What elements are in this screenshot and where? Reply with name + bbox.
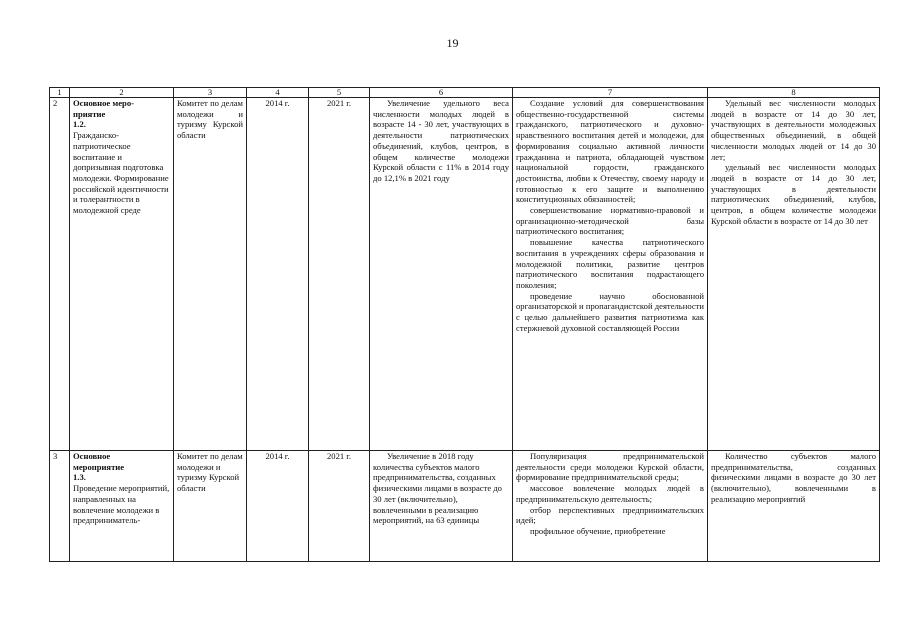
measure-cell	[70, 98, 174, 451]
measure-title-line: 1.2.	[73, 119, 86, 130]
column-number: 5	[309, 88, 370, 98]
executor-cell: Комитет по делам молодежи и туризму Курской области	[174, 98, 247, 451]
column-number: 3	[174, 88, 247, 98]
measure-title-line: 1.3.	[73, 472, 86, 483]
program-measures-table	[49, 87, 880, 562]
column-number-row	[50, 88, 880, 98]
column-number: 4	[247, 88, 309, 98]
measure-title-line: Основное	[73, 451, 111, 461]
directions-cell	[513, 451, 708, 562]
measure-title-line: приятие	[73, 108, 106, 119]
direction-paragraph: отбор перспективных предпринимательских идей;	[516, 504, 704, 526]
indicator-paragraph: Удельный вес численности молодых людей в возрасте от 14 до 30 лет, участвующих в деятельности молодежных общественных объединений, в общей численности молодых людей от 14 до 30 лет;	[711, 98, 876, 162]
column-number: 6	[370, 88, 513, 98]
row-number: 3	[50, 451, 70, 562]
direction-paragraph: массовое вовлечение молодых людей в предпринимательскую деятельность;	[516, 483, 704, 504]
column-number: 1	[50, 88, 70, 98]
direction-paragraph: проведение научно обоснованной организаторской и пропагандистской деятельности с целью дальнейшего развития патриотизма как стержневой духовной составляющей России	[516, 290, 704, 333]
indicator-paragraph: удельный вес численности молодых людей в возрасте от 14 до 30 лет, участвующих в деятельности патриотических объединений, клубов, центров, в общем количестве молодежи Курской области в возрасте от 14 до 30 лет	[711, 162, 876, 226]
column-number: 7	[513, 88, 708, 98]
row-number: 2	[50, 98, 70, 451]
measure-description: Гражданско-патриотическое воспитание и допризывная подготовка молодежи. Формирование российской идентичности и толерантности в молодежной среде	[73, 130, 169, 216]
table-row	[50, 98, 880, 451]
indicator-paragraph: Количество субъектов малого предпринимательства, созданных физическими лицами в возрасте до 30 лет (включительно), вовлеченными в реализацию мероприятий	[711, 451, 876, 504]
directions-cell	[513, 98, 708, 451]
end-year-cell: 2021 г.	[309, 98, 370, 451]
start-year-cell: 2014 г.	[247, 451, 309, 562]
measure-description: Проведение мероприятий, направленных на вовлечение молодежи в предприниматель-	[73, 483, 170, 526]
direction-paragraph: повышение качества патриотического воспитания в учреждениях сферы образования и молодежной политики, развитие центров патриотического воспитания подрастающего поколения;	[516, 237, 704, 290]
direction-paragraph: совершенствование нормативно-правовой и организационно-методической базы патриотического воспитания;	[516, 205, 704, 237]
measure-cell	[70, 451, 174, 562]
measure-title-line: мероприятие	[73, 461, 125, 472]
indicators-cell	[708, 98, 880, 451]
direction-paragraph: профильное обучение, приобретение	[530, 525, 666, 536]
table-row	[50, 451, 880, 562]
expected-result-cell: Увеличение в 2018 году количества субъектов малого предпринимательства, созданных физическими лицами в возрасте до 30 лет (включительно), вовлеченными в реализацию мероприятий, на 63 единицы	[370, 451, 513, 562]
page-number: 19	[446, 36, 459, 50]
direction-paragraph: Популяризация предпринимательской деятельности среди молодежи Курской области, формирование предпринимательской среды;	[516, 451, 704, 483]
expected-result-cell: Увеличение удельного веса численности молодых людей в возрасте 14 - 30 лет, участвующих в деятельности патриотических объединений, клубов, центров, в общем количестве молодежи Курской области с 11% в 2014 году до 12,1% в 2021 году	[370, 98, 513, 451]
column-number: 8	[708, 88, 880, 98]
indicators-cell	[708, 451, 880, 562]
end-year-cell: 2021 г.	[309, 451, 370, 562]
executor-cell: Комитет по делам молодежи и туризму Курской области	[174, 451, 247, 562]
direction-paragraph: Создание условий для совершенствования общественно-государственной системы гражданского, патриотического и духовно-нравственного воспитания детей и молодежи, для формирования социально активной личности гражданина и патриота, обладающей чувством национальной гордости, гражданского достоинства, любви к Отечеству, своему народу и готовностью к его защите и выполнению конституционных обязанностей;	[516, 98, 704, 205]
column-number: 2	[70, 88, 174, 98]
start-year-cell: 2014 г.	[247, 98, 309, 451]
measure-title-line: Основное меро-	[73, 98, 134, 108]
